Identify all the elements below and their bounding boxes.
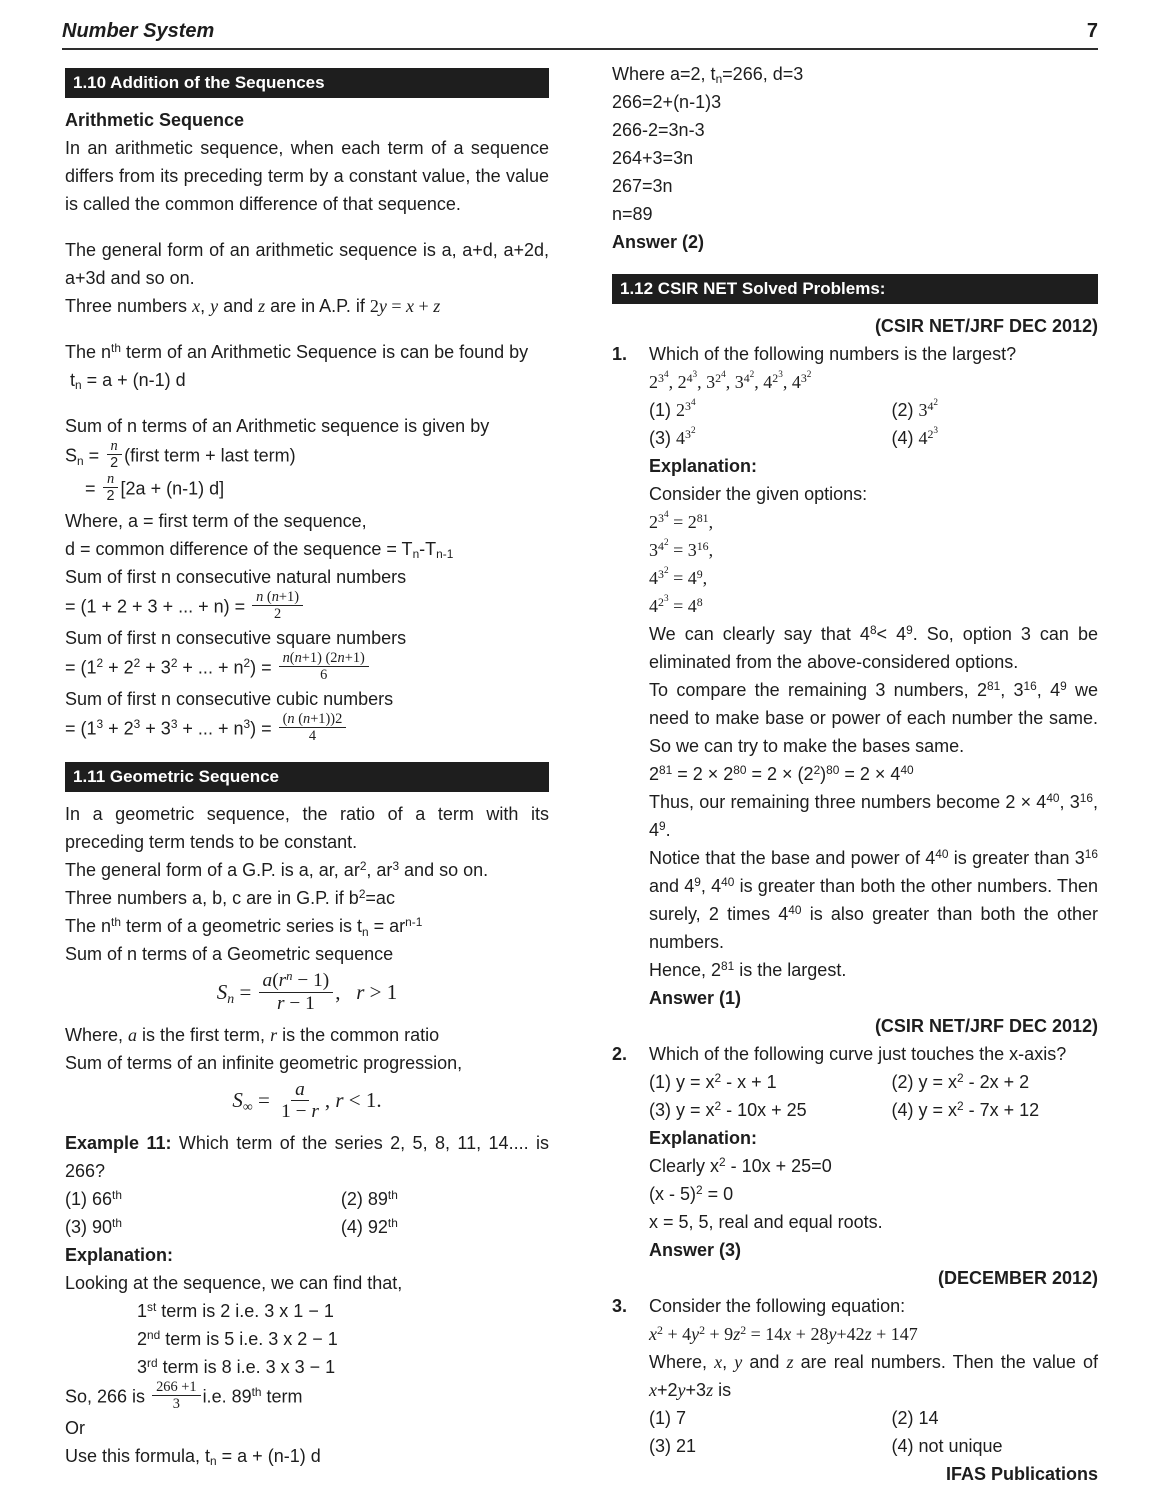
line-block: Sum of n terms of a Geometric sequence xyxy=(65,944,394,965)
qbold-block: Answer (1) xyxy=(649,988,742,1008)
qoptions-block xyxy=(649,1068,1098,1124)
line-block: = ($1^3 + 2^3 + 3^3$ + ... + $n^3$) = $\frac{(n (n+1))2}{4}$ xyxy=(65,713,549,746)
option: (2) 89th xyxy=(340,1187,398,1209)
option: (4) $4^{2^3}$ xyxy=(891,426,939,448)
options-block xyxy=(65,1185,549,1241)
line-block: The $n^{th}$ term of a geometric series is $t_n = ar^{n-1}$ xyxy=(65,915,423,939)
page-title: Number System xyxy=(62,20,215,42)
page-header xyxy=(62,20,1098,50)
qbold-block: Answer (3) xyxy=(649,1240,742,1260)
line-block: $S_n$ = $\frac{n}{2}$ (first term + last term) xyxy=(65,438,296,472)
qbody-block: Hence, $2^{81}$ is the largest. xyxy=(649,959,847,980)
option: (3) $y = x^2 - 10x + 25$ xyxy=(649,1099,807,1120)
question-text: Consider the following equation: xyxy=(649,1296,906,1316)
option: (4) 92th xyxy=(340,1215,398,1237)
bold-block: Explanation: xyxy=(65,1244,174,1265)
line-block: Three numbers a, b, c are in G.P. if $b^2=ac$ xyxy=(65,887,395,909)
page-number: 7 xyxy=(1086,20,1098,42)
right-column xyxy=(612,60,1098,1488)
option: (1) 66th xyxy=(65,1187,122,1209)
center-block: $S_\infty$ = $\frac{a}{1 - r}$ , r < 1. xyxy=(232,1078,382,1123)
line-block: Sum of first n consecutive square numbers xyxy=(65,627,407,648)
gap-block xyxy=(65,320,549,338)
q-block xyxy=(612,340,1098,368)
line-block: The general form of a G.P. is a, ar, $ar^2$, $ar^3$ and so on. xyxy=(65,859,489,881)
section-1-11-banner: 1.11 Geometric Sequence xyxy=(65,762,549,792)
qbody-block: Consider the given options: xyxy=(649,484,868,504)
para-block: In a geometric sequence, the ratio of a term with its preceding term tends to be constant. xyxy=(65,804,549,853)
line-block: Sum of n terms of an Arithmetic sequence is given by xyxy=(65,416,490,436)
line-block: Use this formula, $t_n = a + (n-1)$ d xyxy=(65,1446,321,1469)
qbody-block: Clearly $x^2 - 10x + 25=0$ xyxy=(649,1155,832,1176)
line-block: Sum of first n consecutive natural numbers xyxy=(65,566,407,587)
line-block: Where, a is the first term, r is the common ratio xyxy=(65,1024,440,1045)
line-block: Where a=2, $t_n=266$, d=3 xyxy=(612,64,804,87)
qbody-block: x = 5, 5, real and equal roots. xyxy=(649,1212,883,1232)
publisher: IFAS Publications xyxy=(945,1464,1098,1484)
qpara-block: We can clearly say that $4^8< 4^9$. So, option 3 can be eliminated from the above-considered options. xyxy=(649,623,1099,672)
qbody-block: $2^{3^4} = 2^{81}$, xyxy=(649,510,714,532)
option: (2) 14 xyxy=(891,1408,939,1428)
option: (1) $2^{3^4}$ xyxy=(649,398,696,420)
para-block: In an arithmetic sequence, when each term of a sequence differs from its preceding term by a constant value, the value is called the common difference of that sequence. xyxy=(65,138,549,214)
line-block: = $\frac{n}{2}$ [2a + (n-1) d] xyxy=(65,471,225,505)
gap-block xyxy=(65,218,549,236)
line-block: Sum of terms of an infinite geometric progression, xyxy=(65,1052,463,1073)
gap-block xyxy=(65,394,549,412)
qbody-block: $4^{2^3} = 4^8$ xyxy=(649,594,703,616)
indent-block: 1st term is 2 i.e. 3 x 1 − 1 xyxy=(137,1299,334,1321)
para-block: The general form of an arithmetic sequence is a, a+d, a+2d, a+3d and so on. xyxy=(65,240,549,288)
option: (1) 7 xyxy=(649,1408,687,1428)
line-block: Three numbers x, y and z are in A.P. if 2y = x + z xyxy=(65,296,441,316)
option: (1) $y = x^2 - x + 1$ xyxy=(649,1071,777,1092)
line-block: So, 266 is $\frac{266 +1}{3}$ i.e. 89th term xyxy=(65,1378,303,1412)
question-number: 2. xyxy=(612,1044,628,1064)
line-block: $t_n = a + (n-1)$ d xyxy=(70,370,186,393)
line-block: d = common difference of the sequence = $T_n-T_{n-1}$ xyxy=(65,538,454,561)
rightbold-block: (CSIR NET/JRF DEC 2012) xyxy=(874,1016,1098,1036)
qbody-block: $2^{3^4}$, $2^{4^3}$, $3^{2^4}$, $3^{4^2}$, $4^{2^3}$, $4^{3^2}$ xyxy=(649,370,812,392)
qbold-block: Explanation: xyxy=(649,456,758,476)
option: (3) $4^{3^2}$ xyxy=(649,426,696,448)
indent-block: 2nd term is 5 i.e. 3 x 2 − 1 xyxy=(137,1327,338,1349)
para-block: Example 11: Which term of the series 2, 5, 8, 11, 14.... is 266? xyxy=(65,1132,549,1181)
qbody-block: $x^2 + 4y^2 + 9z^2 = 14x + 28y+42z + 147$ xyxy=(649,1323,918,1344)
arithmetic-sequence-heading: Arithmetic Sequence xyxy=(65,110,245,130)
qbody-block: $3^{4^2} = 3^{16}$, xyxy=(649,538,714,560)
line-block: Or xyxy=(65,1418,85,1438)
option: (4) not unique xyxy=(891,1436,1003,1456)
line-block: The $n^{th}$ term of an Arithmetic Sequence is can be found by xyxy=(65,341,529,362)
line-block: = (1 + 2 + 3 + ... + n) = $\frac{n (n+1)}{2}$ xyxy=(65,591,549,624)
qoptions-block xyxy=(649,1404,1098,1460)
qpara-block: Thus, our remaining three numbers become $2 \times 4^{40}$, $3^{16}$, $4^9$. xyxy=(649,791,1098,840)
qpara-block: To compare the remaining 3 numbers, $2^{81}$, $3^{16}$, $4^9$ we need to make base or power of each number the same. So we can try to make the bases same. xyxy=(649,679,1099,756)
line-block: Looking at the sequence, we can find that, xyxy=(65,1272,403,1293)
line-block: Sum of first n consecutive cubic numbers xyxy=(65,689,394,709)
section-1-12-banner: 1.12 CSIR NET Solved Problems: xyxy=(612,274,1098,304)
question-text: Which of the following curve just touches the x-axis? xyxy=(649,1044,1067,1064)
qpara-block: Where, x, y and z are real numbers. Then the value of x+2y+3z is xyxy=(649,1352,1098,1400)
q-block xyxy=(612,1040,1098,1068)
option: (3) 21 xyxy=(649,1436,697,1456)
bold-block: Answer (2) xyxy=(612,232,705,252)
qbody-block: $2^{81} = 2 \times 2^{80} = 2 \times (2^2)^{80} = 2 \times 4^{40}$ xyxy=(649,763,914,784)
line-block: 266-2=3n-3 xyxy=(612,120,705,140)
line-block: 264+3=3n xyxy=(612,148,694,168)
option: (3) 90th xyxy=(65,1215,122,1237)
option: (4) $y = x^2 - 7x + 12$ xyxy=(891,1099,1040,1120)
option: (2) $y = x^2 - 2x + 2$ xyxy=(891,1071,1030,1092)
line-block: n=89 xyxy=(612,204,653,224)
qbold-block: Explanation: xyxy=(649,1128,758,1148)
line-block: 267=3n xyxy=(612,176,673,196)
question-text: Which of the following numbers is the largest? xyxy=(649,344,1017,364)
option: (2) $3^{4^2}$ xyxy=(891,398,939,420)
left-column xyxy=(65,64,549,1470)
question-number: 1. xyxy=(612,344,628,364)
qbody-block: (x - 5)$^2$ = 0 xyxy=(649,1183,734,1204)
question-number: 3. xyxy=(612,1296,628,1316)
center-block: $S_n$ = $\frac{a(r^n - 1)}{r - 1}$ , r > 1 xyxy=(216,968,398,1014)
rightbold-block: (CSIR NET/JRF DEC 2012) xyxy=(874,316,1098,336)
qbody-block: $4^{3^2} = 4^9$, xyxy=(649,566,708,588)
line-block: = ($1^2 + 2^2 + 3^2$ + ... + $n^2$) = $\frac{n(n+1) (2n+1)}{6}$ xyxy=(65,652,549,685)
gap-block xyxy=(65,746,549,758)
qpara-block: Notice that the base and power of $4^{40}$ is greater than $3^{16}$ and $4^9$, $4^{40}$ is greater than both the other numbers. Then surely, 2 times $4^{40}$ is also greater than both the other numbers. xyxy=(649,847,1099,952)
section-1-10-banner: 1.10 Addition of the Sequences xyxy=(65,68,549,98)
indent-block: 3rd term is 8 i.e. 3 x 3 − 1 xyxy=(137,1355,336,1377)
q-block xyxy=(612,1292,1098,1320)
line-block: 266=2+(n-1)3 xyxy=(612,92,722,112)
qoptions-block xyxy=(649,396,1098,452)
rightbold-block: (DECEMBER 2012) xyxy=(937,1268,1098,1288)
gap-block xyxy=(612,256,1098,270)
line-block: Where, a = first term of the sequence, xyxy=(65,510,367,531)
